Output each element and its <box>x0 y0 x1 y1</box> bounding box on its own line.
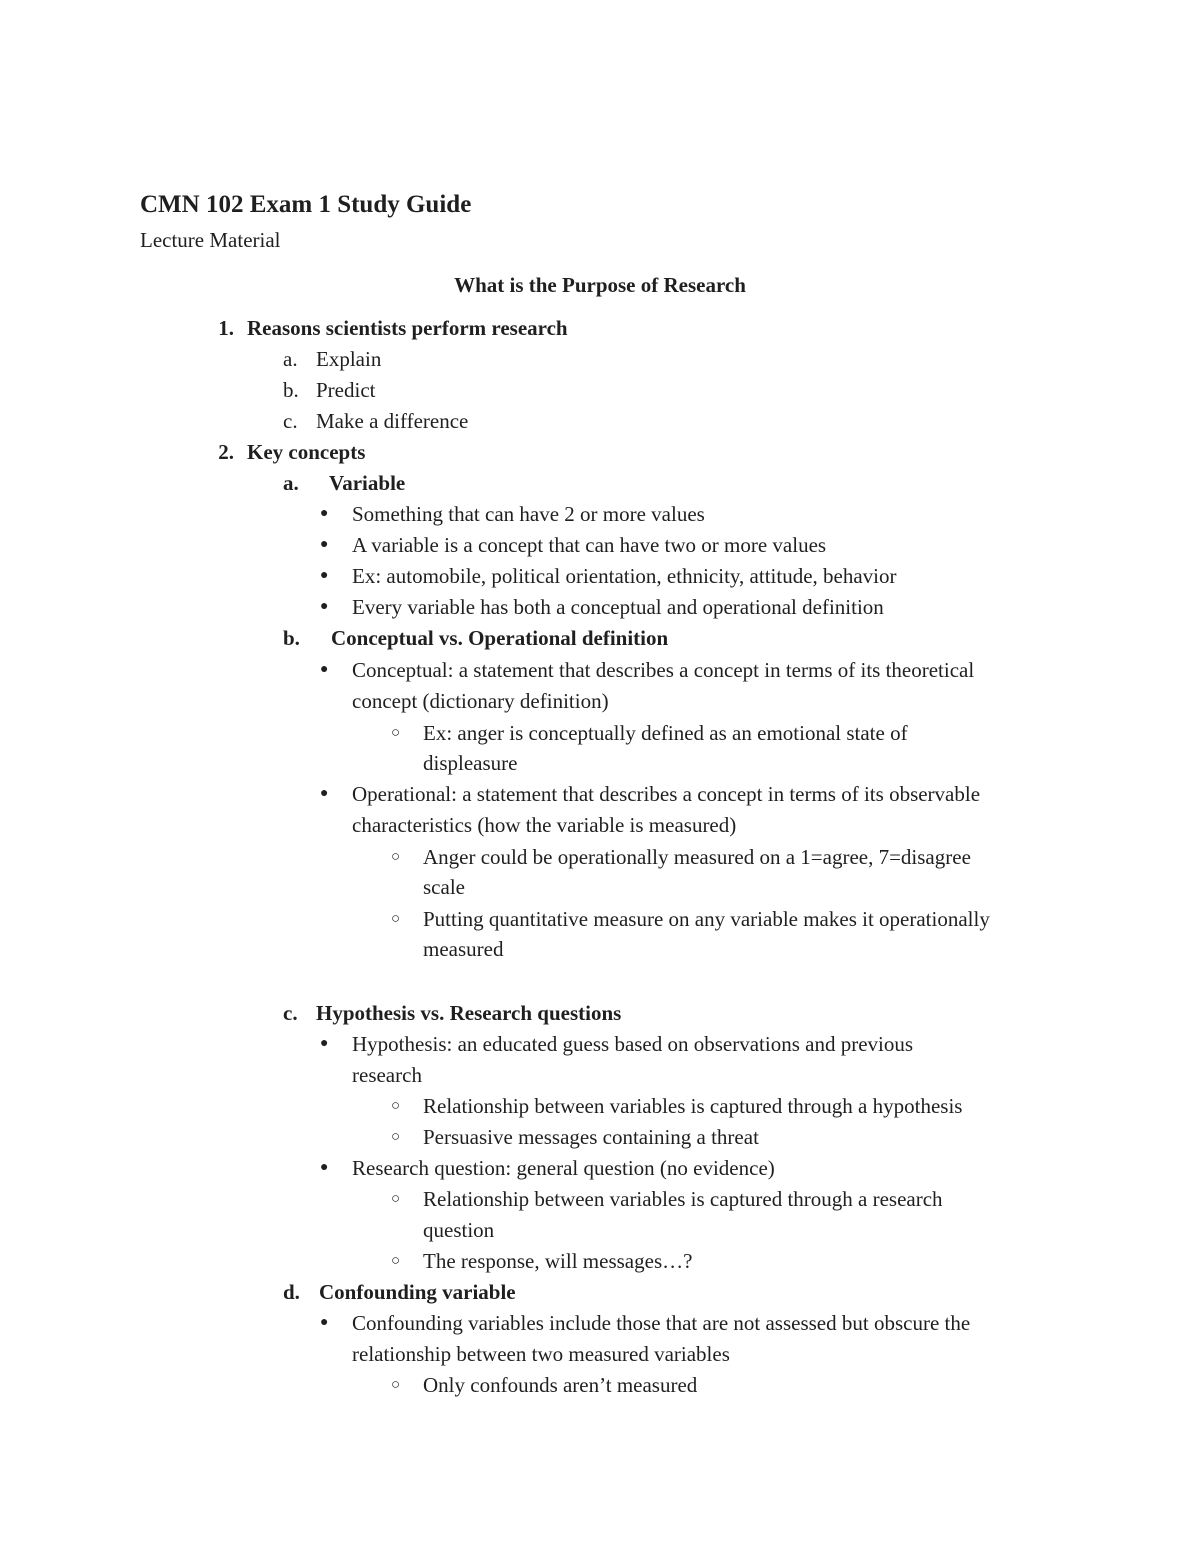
bullet-text-continued: research <box>352 1063 422 1087</box>
bullet-text-continued: relationship between two measured variables <box>352 1342 730 1366</box>
sub-bullet-text: Putting quantitative measure on any variable makes it operationally <box>423 907 990 931</box>
sub-bullet-icon: ○ <box>391 1253 401 1269</box>
section-heading: What is the Purpose of Research <box>454 273 746 297</box>
sub-bullet-text: Persuasive messages containing a threat <box>423 1125 759 1149</box>
sub-bullet-text: Relationship between variables is captured through a hypothesis <box>423 1094 963 1118</box>
sub-bullet-icon: ○ <box>391 849 401 865</box>
bullet-icon: ● <box>320 568 329 583</box>
sub-marker: c. <box>283 409 298 433</box>
bullet-icon: ● <box>320 506 329 521</box>
sub-bullet-text: Ex: anger is conceptually defined as an emotional state of <box>423 721 908 745</box>
sub-marker: a. <box>283 347 298 371</box>
bullet-text: Operational: a statement that describes a concept in terms of its observable <box>352 782 981 806</box>
sub-bullet-icon: ○ <box>391 1098 401 1114</box>
sub-bullet-text-continued: question <box>423 1218 495 1242</box>
sub-item: Predict <box>316 378 376 402</box>
bullet-text: Something that can have 2 or more values <box>352 502 705 526</box>
bullet-text: Confounding variables include those that are not assessed but obscure the <box>352 1311 971 1335</box>
bullet-text-continued: concept (dictionary definition) <box>352 689 609 713</box>
sub-bullet-text: The response, will messages…? <box>423 1249 693 1273</box>
sub-bullet-text-continued: scale <box>423 875 465 899</box>
bullet-text: Hypothesis: an educated guess based on observations and previous <box>352 1032 914 1056</box>
bullet-icon: ● <box>320 599 329 614</box>
sub-bullet-icon: ○ <box>391 725 401 741</box>
sub-bullet-icon: ○ <box>391 1377 401 1393</box>
bullet-text: Conceptual: a statement that describes a concept in terms of its theoretical <box>352 658 975 682</box>
document-subtitle: Lecture Material <box>140 228 281 252</box>
bullet-icon: ● <box>320 1036 329 1051</box>
sub-bullet-icon: ○ <box>391 1191 401 1207</box>
sub-heading: Confounding variable <box>319 1280 516 1304</box>
sub-bullet-text: Only confounds aren’t measured <box>423 1373 698 1397</box>
sub-bullet-text-continued: displeasure <box>423 751 518 775</box>
sub-item: Explain <box>316 347 382 371</box>
list-marker: 2. <box>218 440 234 464</box>
sub-heading: Conceptual vs. Operational definition <box>331 626 669 650</box>
sub-bullet-icon: ○ <box>391 911 401 927</box>
bullet-icon: ● <box>320 1315 329 1330</box>
sub-heading: Variable <box>329 471 406 495</box>
sub-item: Make a difference <box>316 409 469 433</box>
bullet-text: Research question: general question (no evidence) <box>352 1156 775 1180</box>
bullet-icon: ● <box>320 662 329 677</box>
sub-marker: b. <box>283 378 299 402</box>
bullet-icon: ● <box>320 786 329 801</box>
sub-marker: b. <box>283 626 300 650</box>
bullet-text: Every variable has both a conceptual and operational definition <box>352 595 884 619</box>
bullet-icon: ● <box>320 537 329 552</box>
bullet-text: Ex: automobile, political orientation, ethnicity, attitude, behavior <box>352 564 897 588</box>
document-title: CMN 102 Exam 1 Study Guide <box>140 191 472 218</box>
sub-bullet-text: Relationship between variables is captured through a research <box>423 1187 943 1211</box>
list-marker: 1. <box>218 316 234 340</box>
sub-heading: Hypothesis vs. Research questions <box>316 1001 622 1025</box>
sub-bullet-icon: ○ <box>391 1129 401 1145</box>
sub-marker: c. <box>283 1001 298 1025</box>
bullet-icon: ● <box>320 1160 329 1175</box>
bullet-text-continued: characteristics (how the variable is measured) <box>352 813 737 837</box>
sub-bullet-text: Anger could be operationally measured on a 1=agree, 7=disagree <box>423 845 971 869</box>
sub-bullet-text-continued: measured <box>423 937 504 961</box>
sub-marker: a. <box>283 471 299 495</box>
sub-marker: d. <box>283 1280 300 1304</box>
bullet-text: A variable is a concept that can have two or more values <box>352 533 827 557</box>
list-item-heading: Reasons scientists perform research <box>247 316 568 340</box>
list-item-heading: Key concepts <box>247 440 366 464</box>
